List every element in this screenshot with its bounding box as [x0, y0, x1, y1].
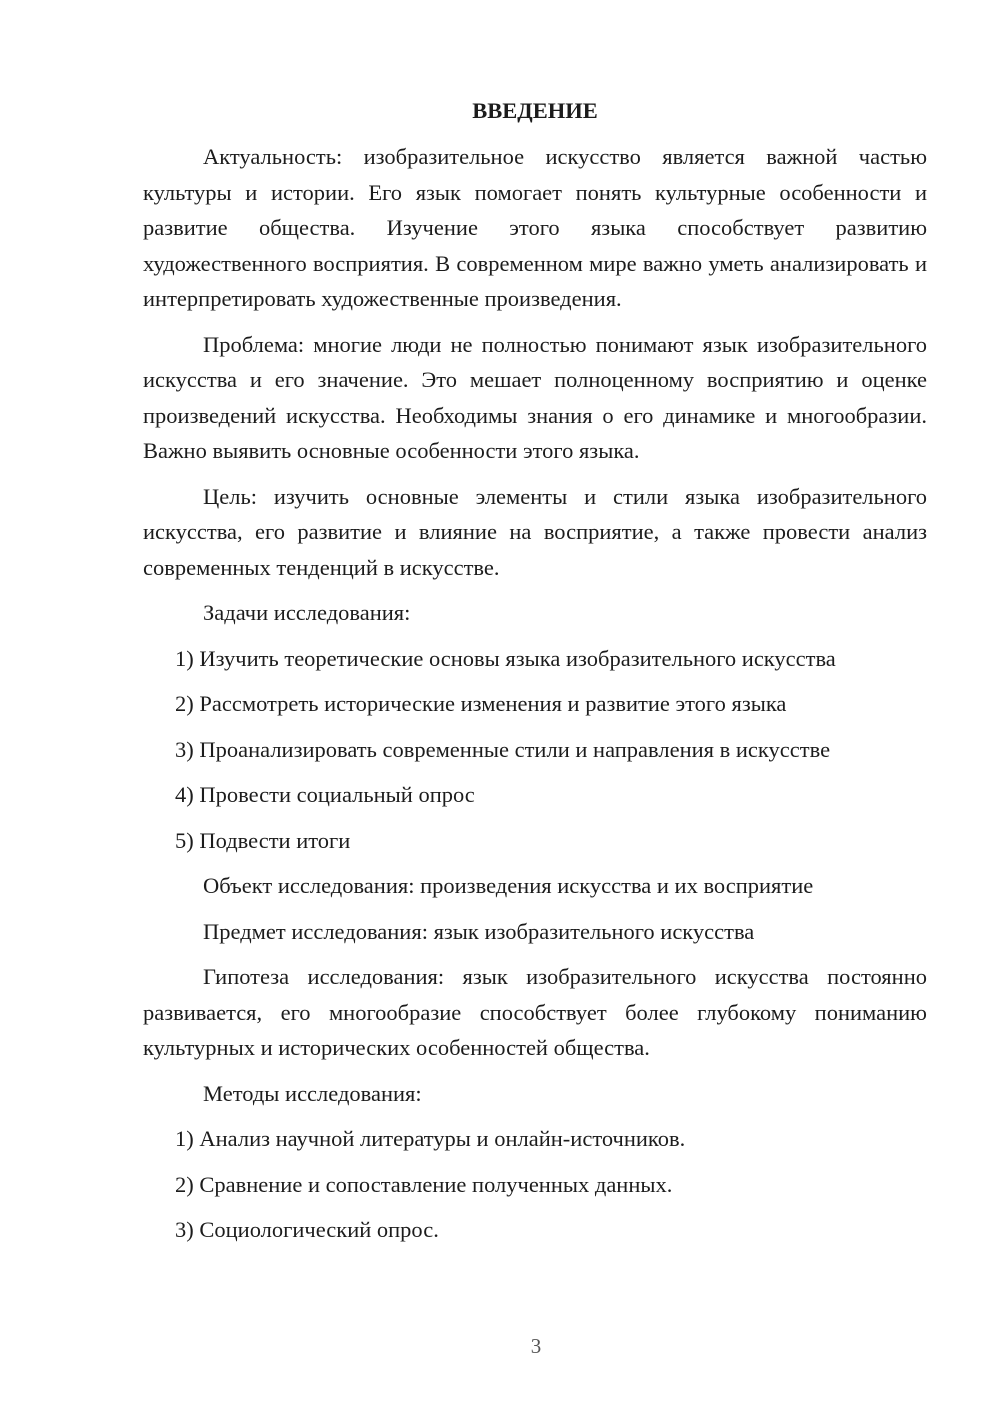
methods-list: [143, 1121, 927, 1248]
list-item: 1) Изучить теоретические основы языка изобразительного искусства: [175, 645, 836, 671]
tasks-list: [143, 641, 927, 859]
list-item: 1) Анализ научной литературы и онлайн-источников.: [175, 1126, 686, 1151]
subject-line: Предмет исследования: язык изобразительного искусства: [203, 918, 755, 944]
list-item: 2) Сравнение и сопоставление полученных данных.: [175, 1171, 673, 1197]
page-content: [143, 96, 927, 1258]
tasks-heading: Задачи исследования:: [203, 600, 411, 625]
list-item: 2) Рассмотреть исторические изменения и развитие этого языка: [175, 691, 787, 716]
list-item: 3) Проанализировать современные стили и направления в искусстве: [175, 736, 831, 762]
relevance-paragraph: Актуальность: изобразительное искусство является важной частью культуры и истории. Его язык помогает понять культурные особенности и развитие общества. Изучение этого языка способствует развитию художественного восприятия. В современном мире важно уметь анализировать и интерпретировать художественные произведения.: [143, 144, 927, 311]
page-number: 3: [530, 1334, 542, 1358]
object-line: Объект исследования: произведения искусства и их восприятие: [203, 873, 814, 898]
list-item: 5) Подвести итоги: [175, 827, 351, 853]
page-title: ВВЕДЕНИЕ: [472, 98, 598, 123]
list-item: 4) Провести социальный опрос: [175, 782, 475, 807]
hypothesis-paragraph: Гипотеза исследования: язык изобразительного искусства постоянно развивается, его многообразие способствует более глубокому пониманию культурных и исторических особенностей общества.: [143, 964, 927, 1060]
problem-paragraph: Проблема: многие люди не полностью понимают язык изобразительного искусства и его значение. Это мешает полноценному восприятию и оценке произведений искусства. Необходимы знания о его динамике и многообразии. Важно выявить основные особенности этого языка.: [143, 331, 927, 463]
goal-paragraph: Цель: изучить основные элементы и стили языка изобразительного искусства, его развитие и влияние на восприятие, а также провести анализ современных тенденций в искусстве.: [143, 483, 927, 580]
list-item: 3) Социологический опрос.: [175, 1217, 439, 1242]
methods-heading: Методы исследования:: [203, 1080, 422, 1106]
